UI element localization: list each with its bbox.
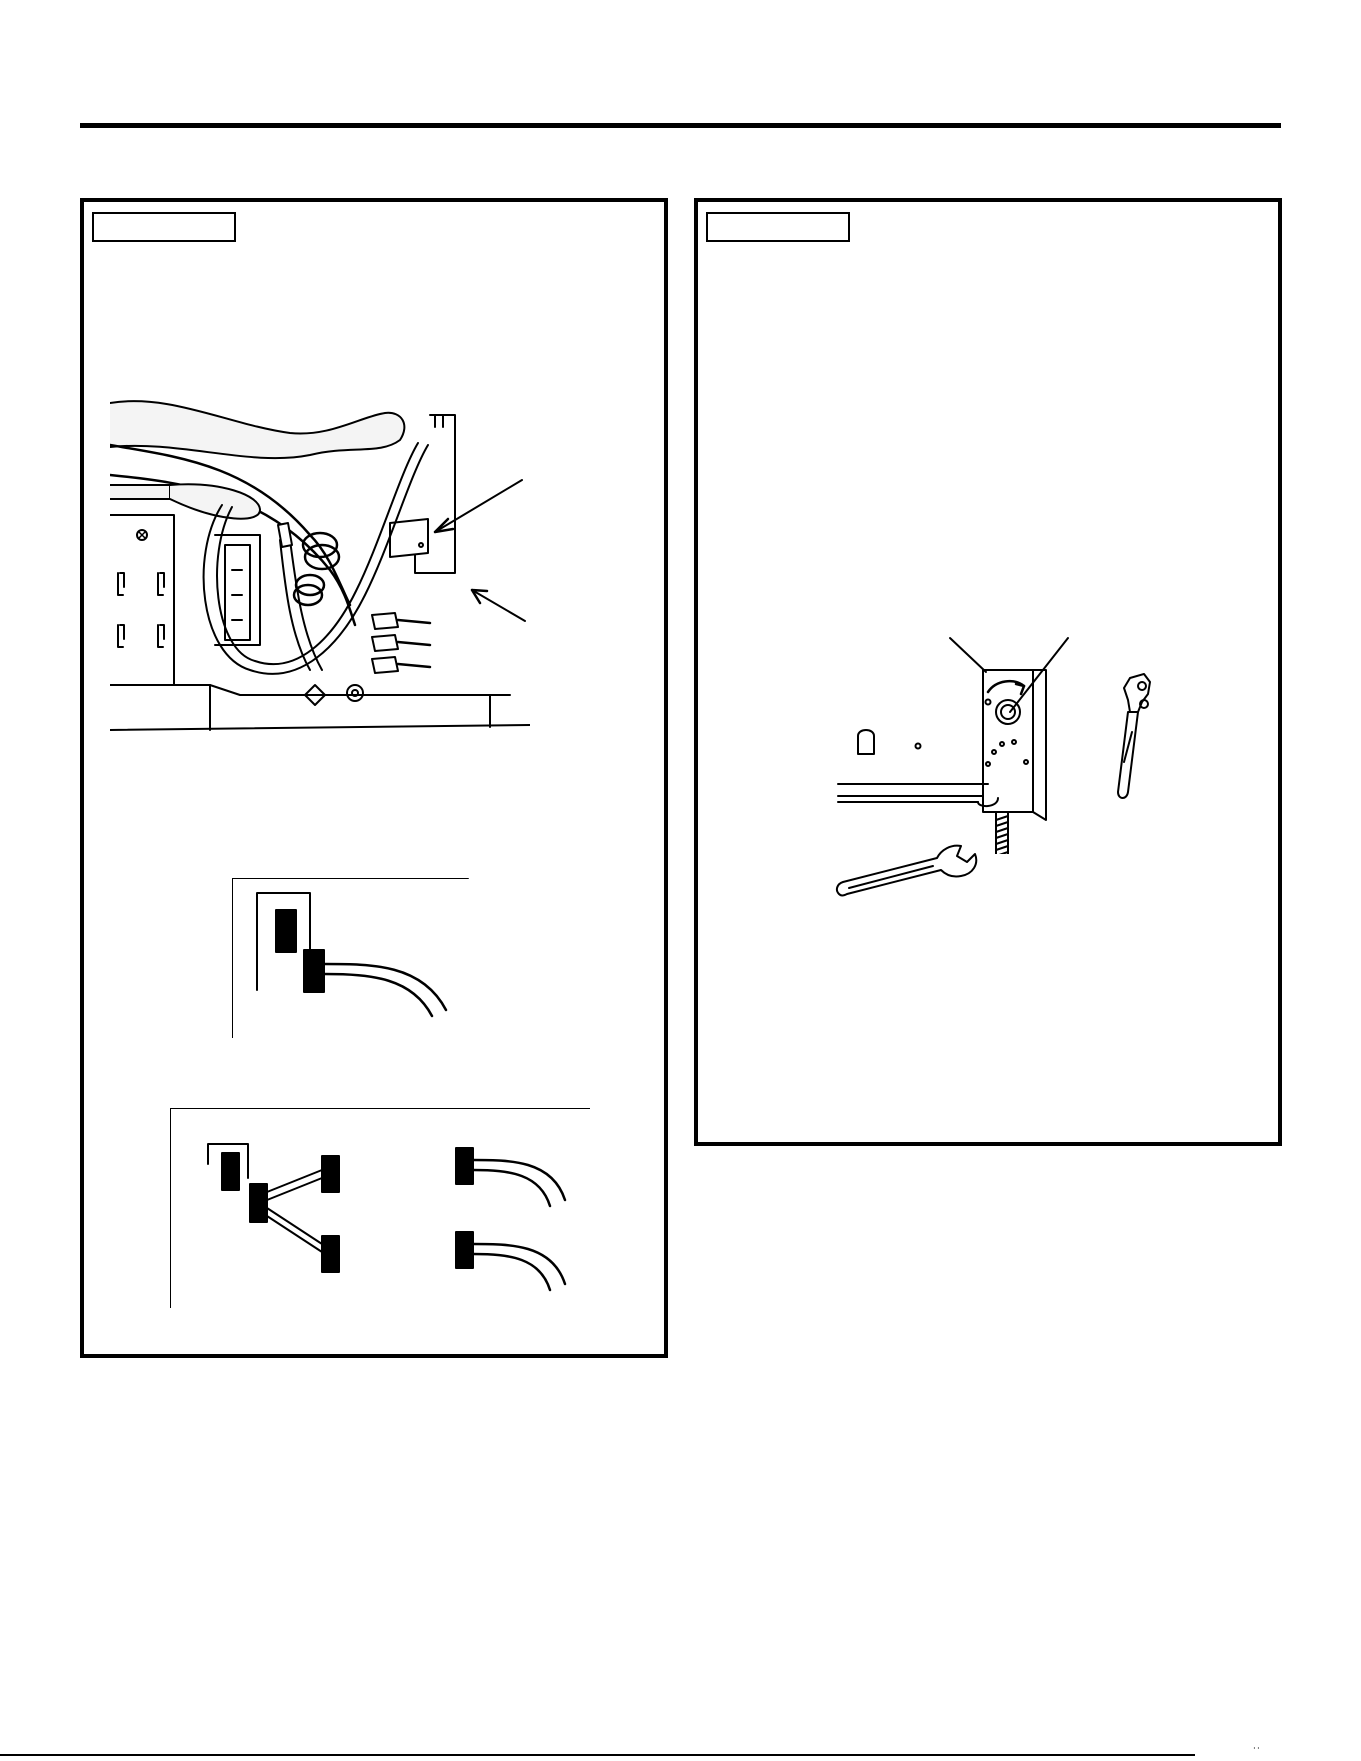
footer-rule	[0, 1754, 1195, 1756]
header-rule	[80, 123, 1281, 128]
dual-connector-diagram	[170, 1108, 590, 1308]
wrench-icon	[833, 842, 983, 902]
right-instruction-panel	[694, 198, 1282, 1146]
compressor-wiring-illustration	[110, 395, 530, 731]
ratchet-icon	[1098, 672, 1168, 822]
footer-mark: ˙˙	[1253, 1745, 1261, 1759]
leveling-leg-illustration	[828, 634, 1128, 854]
right-step-tab	[706, 212, 850, 242]
single-connector-diagram	[232, 878, 472, 1038]
left-instruction-panel	[80, 198, 668, 1358]
left-step-tab	[92, 212, 236, 242]
